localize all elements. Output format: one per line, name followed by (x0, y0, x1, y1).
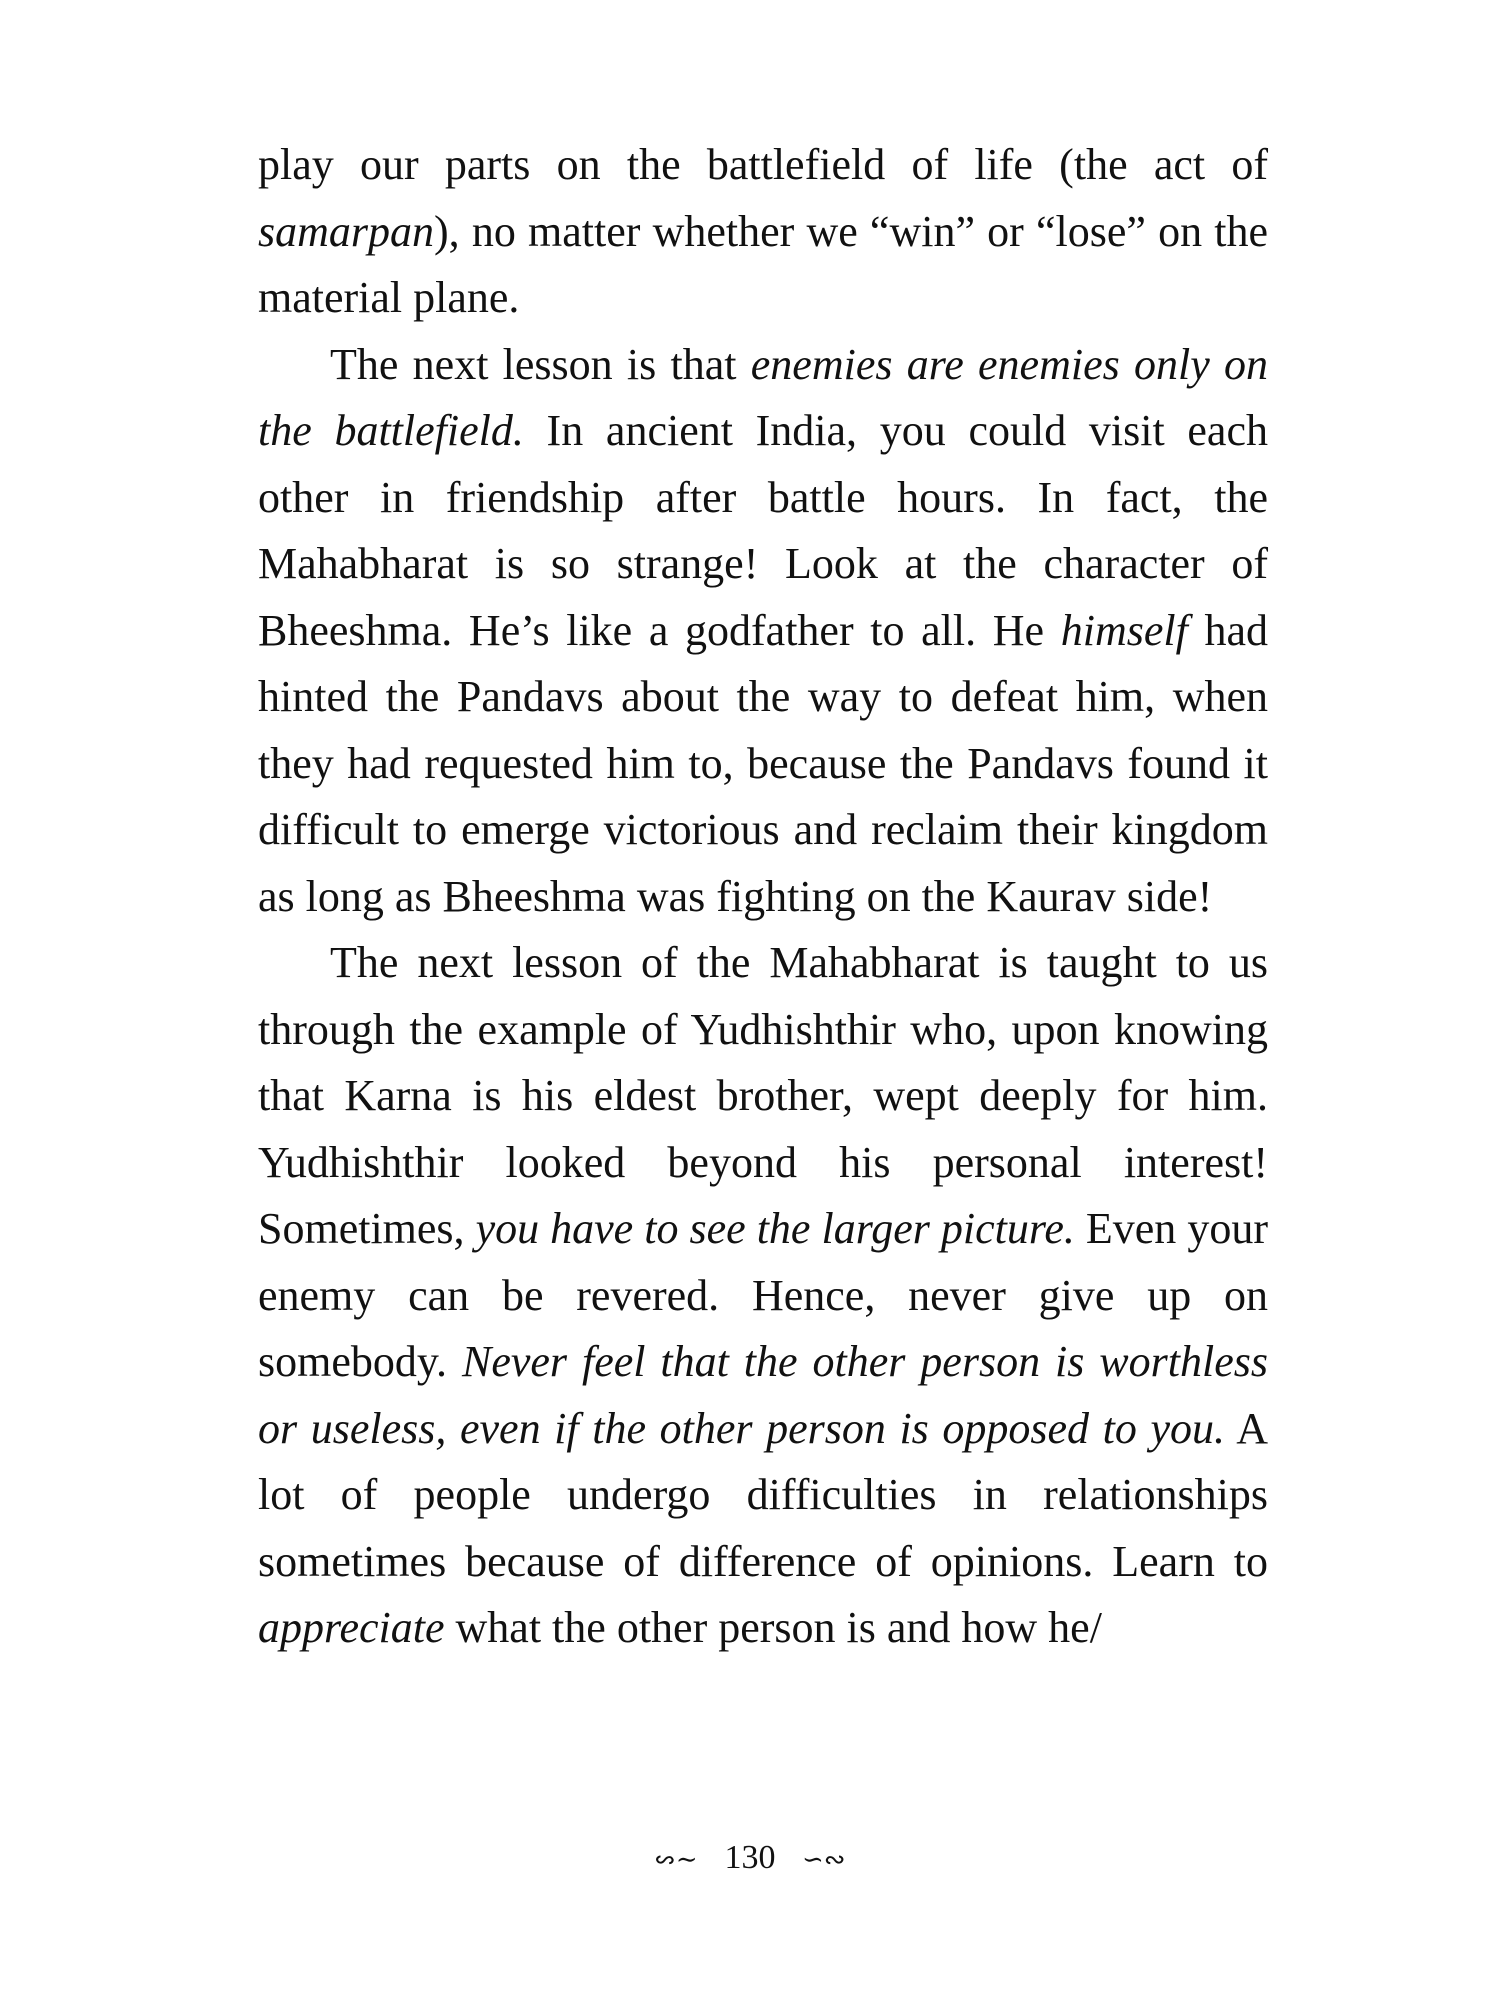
emphasized-text: Never feel that the other person is worthless or useless, even if the other person is opposed to you. (258, 1337, 1268, 1453)
text-run: what the other person is and how he/ (444, 1603, 1102, 1652)
text-run: play our parts on the battlefield of life (the act of (258, 140, 1268, 189)
emphasized-text: appreciate (258, 1603, 445, 1652)
emphasized-text: you have to see the larger picture. (475, 1204, 1075, 1253)
body-text (258, 132, 1268, 1662)
text-run: A lot of people undergo difficulties in relationships sometimes because of difference of opinions. Learn to (258, 1403, 1268, 1586)
page-number: 130 (724, 1839, 776, 1876)
text-run: In ancient India, you could visit each other in friendship after battle hours. In fact, the Mahabharat is so strange! Look at the character of Bheeshma. He’s like a godfather to all. He (258, 406, 1268, 655)
emphasized-text: himself (1060, 605, 1188, 655)
scroll-flourish-icon: ∽∾ (802, 1845, 846, 1875)
emphasized-text: samarpan (258, 206, 435, 256)
text-run: Even your enemy can be revered. Hence, never give up on somebody. (258, 1204, 1268, 1386)
text-run: ), no matter whether we “win” or “lose” on the material plane. (258, 206, 1268, 322)
scroll-flourish-icon: ∽∾ (654, 1845, 698, 1875)
paragraph (258, 332, 1268, 931)
paragraph (258, 930, 1268, 1662)
text-run: had hinted the Pandavs about the way to defeat him, when they had requested him to, because the Pandavs found it difficult to emerge victorious and reclaim their kingdom as long as Bheeshma was fighting on the Kaurav side! (258, 605, 1269, 921)
text-run: The next lesson is that (330, 339, 751, 389)
emphasized-text: enemies are enemies only on the battlefield. (258, 339, 1268, 455)
page-footer (0, 1838, 1500, 1880)
paragraph (258, 132, 1268, 332)
text-run: The next lesson of the Mahabharat is taught to us through the example of Yudhishthir who, upon knowing that Karna is his eldest brother, wept deeply for him. Yudhishthir looked beyond his personal interest! Sometimes, (258, 938, 1268, 1253)
